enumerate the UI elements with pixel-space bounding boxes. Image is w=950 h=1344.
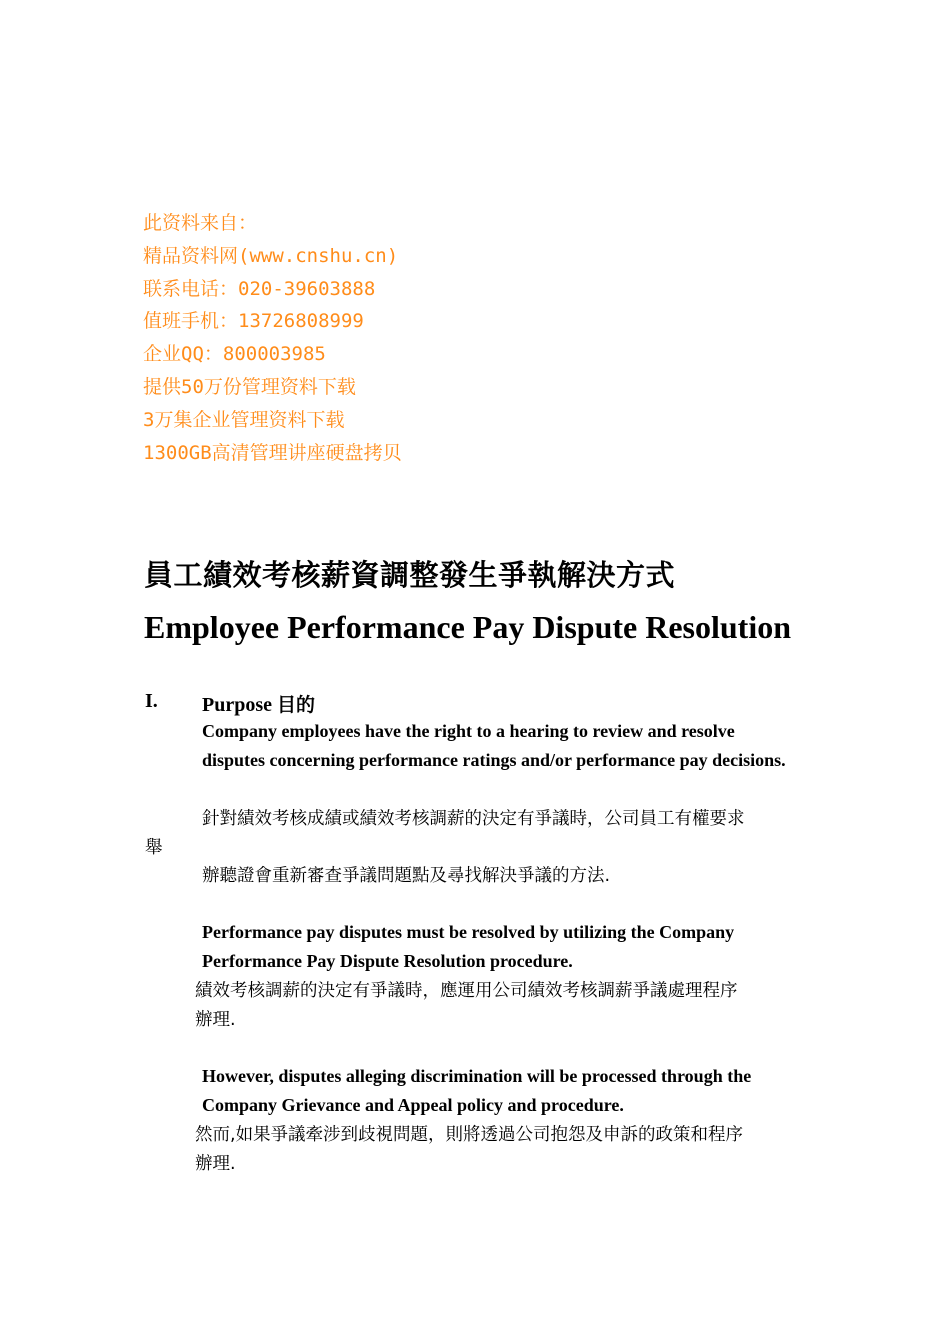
source-info-line: 联系电话：020-39603888 [143,277,376,300]
source-info-line: 精品资料网(www.cnshu.cn) [143,244,399,267]
source-info-line: 值班手机：13726808999 [143,310,364,333]
source-info-block [143,207,402,469]
section-title-chinese: 目的 [277,694,316,716]
paragraph-3-chinese-line: 然而,如果爭議牽涉到歧視問題，則將透過公司抱怨及申訴的政策和程序 [195,1125,744,1145]
section-heading [202,690,315,717]
source-info-line: 3万集企业管理资料下载 [143,408,345,431]
document-title-english: Employee Performance Pay Dispute Resolution [144,609,792,645]
paragraph-1-chinese-line: 辦聽證會重新審查爭議問題點及尋找解決爭議的方法. [202,866,611,886]
source-info-line: 此资料来自： [143,212,258,234]
paragraph-3-english: However, disputes alleging discrimination will be processed through the Company Grievance and Appeal policy and procedure. [202,1066,752,1115]
source-info-line: 提供50万份管理资料下载 [143,375,356,398]
paragraph-2-english: Performance pay disputes must be resolved by utilizing the Company Performance Pay Dispute Resolution procedure. [202,922,735,971]
paragraph-1-chinese-line: 舉 [145,838,163,858]
paragraph-2-chinese-line: 辦理. [195,1010,236,1030]
document-title-chinese: 員工績效考核薪資調整發生爭執解決方式 [144,558,676,592]
source-info-line: 1300GB高清管理讲座硬盘拷贝 [143,441,402,464]
paragraph-1-chinese-line: 針對績效考核成績或績效考核調薪的決定有爭議時，公司員工有權要求 [202,809,745,829]
paragraph-2-chinese-line: 績效考核調薪的決定有爭議時，應運用公司績效考核調薪爭議處理程序 [195,981,738,1001]
paragraph-1-english: Company employees have the right to a hearing to review and resolve disputes concerning performance ratings and/or performance pay decisions. [202,721,786,770]
source-info-line: 企业QQ：800003985 [143,343,326,366]
section-title-english: Purpose [202,694,272,716]
paragraph-3-chinese-line: 辦理. [195,1154,236,1174]
section-number: I. [145,690,158,712]
